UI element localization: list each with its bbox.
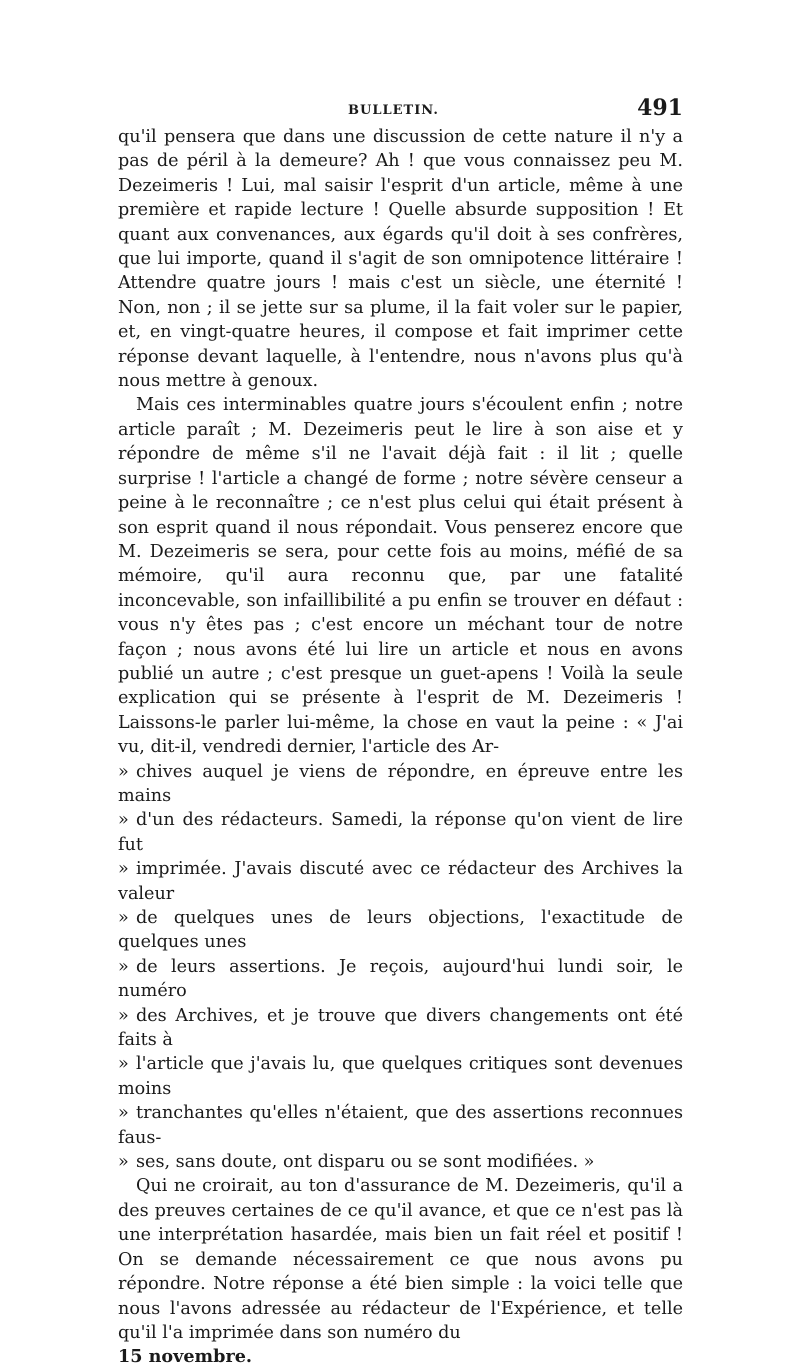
quote-line-text: ses, sans doute, ont disparu ou se sont modifiées. » xyxy=(136,1152,595,1173)
paragraph: Mais ces interminables quatre jours s'écoulent enfin ; notre article paraît ; M. Dezeimeris peut le lire à son aise et y répondre de même s'il ne l'avait déjà fait : il lit ; quelle surprise ! l'article a changé de forme ; notre sévère censeur a peine à le reconnaître ; ce n'est plus celui qui était présent à son esprit quand il nous répondait. Vous penserez encore que M. Dezeimeris se sera, pour cette fois au moins, méfié de sa mémoire, qu'il aura reconnu que, par une fatalité inconcevable, son infaillibilité a pu enfin se trouver en défaut : vous n'y êtes pas ; c'est encore un méchant tour de notre façon ; nous avons été lui lire un article et nous en avons publié un autre ; c'est presque un guet-apens ! Voilà la seule explication qui se présente à l'esprit de M. Dezeimeris ! Laissons-le parler lui-même, la chose en vaut la peine : « J'ai vu, dit-il, vendredi dernier, l'article des Ar- xyxy=(118,395,683,758)
quote-mark: » xyxy=(118,956,129,977)
quote-line xyxy=(118,1150,683,1174)
quote-line xyxy=(118,1052,683,1101)
paragraph: Qui ne croirait, au ton d'assurance de M. Dezeimeris, qu'il a des preuves certaines de ce qu'il avance, et que ce n'est pas là une interprétation hasardée, mais bien un fait réel et positif ! On se demande nécessairement ce que nous avons pu répondre. Notre réponse a été bien simple : la voici telle que nous l'avons adressée au rédacteur de l'Expérience, et telle qu'il l'a imprimée dans son numéro du xyxy=(118,1176,683,1343)
body-text xyxy=(118,125,683,1370)
quote-mark: » xyxy=(118,810,129,831)
quote-line xyxy=(118,955,683,1004)
quote-line-text: d'un des rédacteurs. Samedi, la réponse qu'on vient de lire fut xyxy=(118,810,683,855)
quote-mark: » xyxy=(118,1103,129,1124)
page-header xyxy=(118,95,683,125)
quote-mark: » xyxy=(118,1152,129,1173)
quote-line xyxy=(118,1004,683,1053)
quote-line-text: tranchantes qu'elles n'étaient, que des assertions reconnues faus- xyxy=(118,1103,683,1148)
quote-mark: » xyxy=(118,1005,129,1026)
quote-line-text: l'article que j'avais lu, que quelques critiques sont devenues moins xyxy=(118,1054,683,1099)
paragraph-tail: 15 novembre. xyxy=(118,1346,253,1368)
quote-line-text: des Archives, et je trouve que divers changements ont été faits à xyxy=(118,1005,683,1051)
quote-line-text: de leurs assertions. Je reçois, aujourd'hui lundi soir, le numéro xyxy=(118,956,683,1002)
quote-line xyxy=(118,760,683,809)
running-title: BULLETIN. xyxy=(348,103,439,118)
paragraph: qu'il pensera que dans une discussion de cette nature il n'y a pas de péril à la demeure? Ah ! que vous connaissez peu M. Dezeimeris ! Lui, mal saisir l'esprit d'un article, même à une première et rapide lecture ! Quelle absurde supposition ! Et quant aux convenances, aux égards qu'il doit à ses confrères, que lui importe, quand il s'agit de son omnipotence littéraire ! Attendre quatre jours ! mais c'est un siècle, une éternité ! Non, non ; il se jette sur sa plume, il la fait voler sur le papier, et, en vingt-quatre heures, il compose et fait imprimer cette réponse devant laquelle, à l'entendre, nous n'avons plus qu'à nous mettre à genoux. xyxy=(118,127,683,392)
quote-line xyxy=(118,906,683,955)
document-page xyxy=(118,95,683,1370)
quote-line-text: imprimée. J'avais discuté avec ce rédacteur des Archives la valeur xyxy=(118,859,683,904)
quote-line xyxy=(118,808,683,857)
quote-mark: » xyxy=(118,1054,129,1075)
quote-line xyxy=(118,857,683,906)
quote-mark: » xyxy=(118,761,129,782)
quote-mark: » xyxy=(118,859,129,880)
quote-mark: » xyxy=(118,908,129,928)
quotation-block xyxy=(118,760,683,1175)
quote-line-text: de quelques unes de leurs objections, l'exactitude de quelques unes xyxy=(118,908,683,953)
page-number: 491 xyxy=(637,95,683,121)
quote-line-text: chives auquel je viens de répondre, en épreuve entre les mains xyxy=(118,761,683,806)
quote-line xyxy=(118,1101,683,1150)
